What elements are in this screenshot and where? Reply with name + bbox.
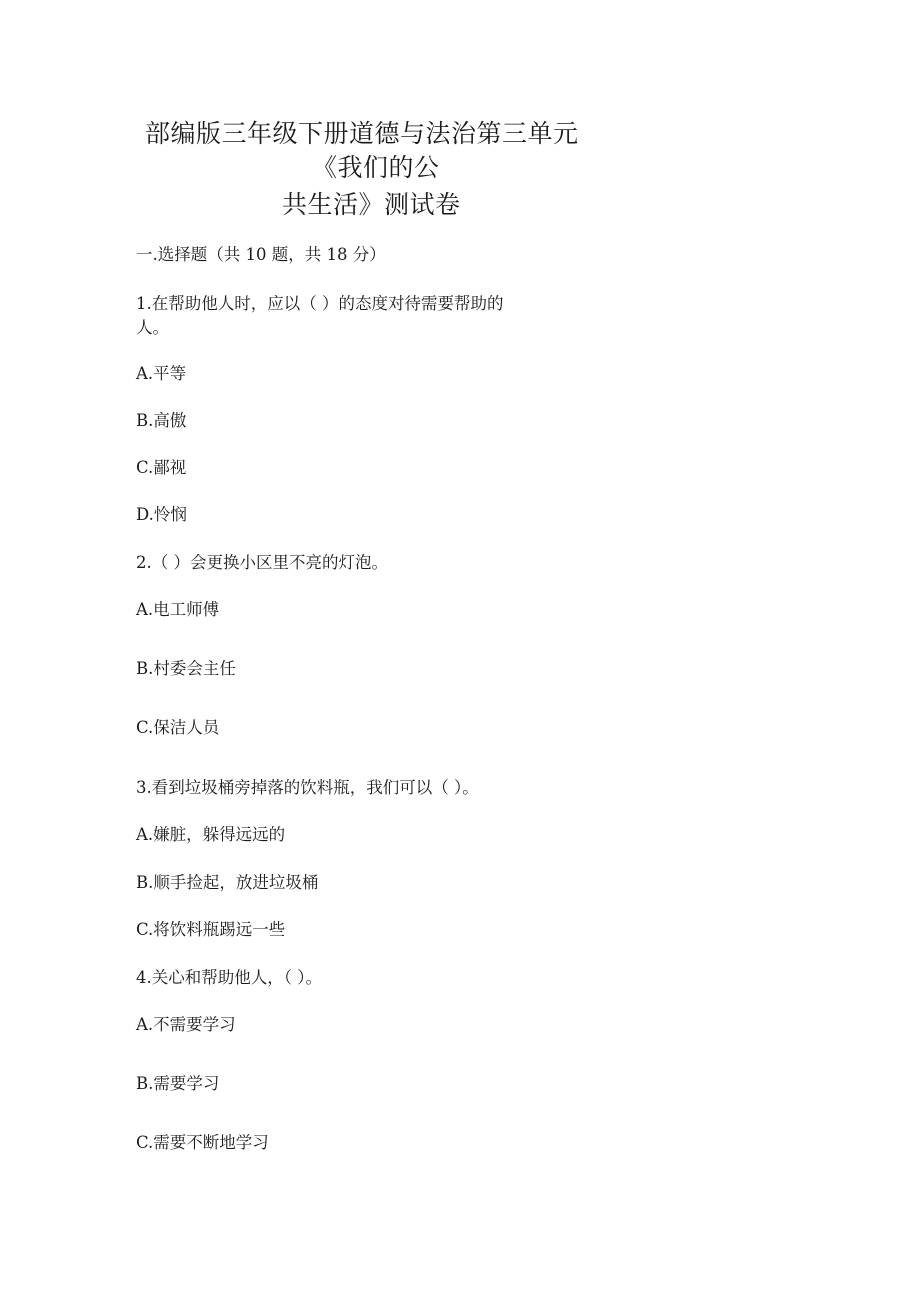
question-4-option-c[interactable]: C.需要不断地学习: [136, 1133, 269, 1152]
question-1-option-d[interactable]: D.怜悯: [136, 505, 187, 524]
title-line-1: 部编版三年级下册道德与法治第三单元: [145, 119, 579, 148]
question-3-stem: 3.看到垃圾桶旁掉落的饮料瓶，我们可以（ ）。: [136, 778, 479, 797]
question-2-option-c[interactable]: C.保洁人员: [136, 718, 220, 737]
question-4-option-a[interactable]: A.不需要学习: [136, 1015, 236, 1034]
question-3-option-c[interactable]: C.将饮料瓶踢远一些: [136, 920, 286, 939]
question-3-option-b[interactable]: B.顺手捡起，放进垃圾桶: [136, 873, 319, 892]
section-heading: 一.选择题（共 10 题，共 18 分）: [136, 245, 386, 264]
title-line-3: 共生活》测试卷: [282, 190, 461, 219]
question-2-option-b[interactable]: B.村委会主任: [136, 659, 236, 678]
question-2-option-a[interactable]: A.电工师傅: [136, 600, 220, 619]
question-1-option-b[interactable]: B.高傲: [136, 411, 187, 430]
question-1-option-c[interactable]: C.鄙视: [136, 458, 187, 477]
title-line-2: 《我们的公: [312, 153, 440, 182]
question-4-option-b[interactable]: B.需要学习: [136, 1074, 220, 1093]
question-2-stem: 2.（ ）会更换小区里不亮的灯泡。: [136, 553, 388, 572]
question-1-option-a[interactable]: A.平等: [136, 364, 187, 383]
question-1-stem-line-2: 人。: [136, 318, 169, 337]
question-1-stem-line-1: 1.在帮助他人时，应以（ ）的态度对待需要帮助的: [136, 294, 504, 313]
question-3-option-a[interactable]: A.嫌脏，躲得远远的: [136, 825, 286, 844]
question-4-stem: 4.关心和帮助他人，（ ）。: [136, 968, 322, 987]
